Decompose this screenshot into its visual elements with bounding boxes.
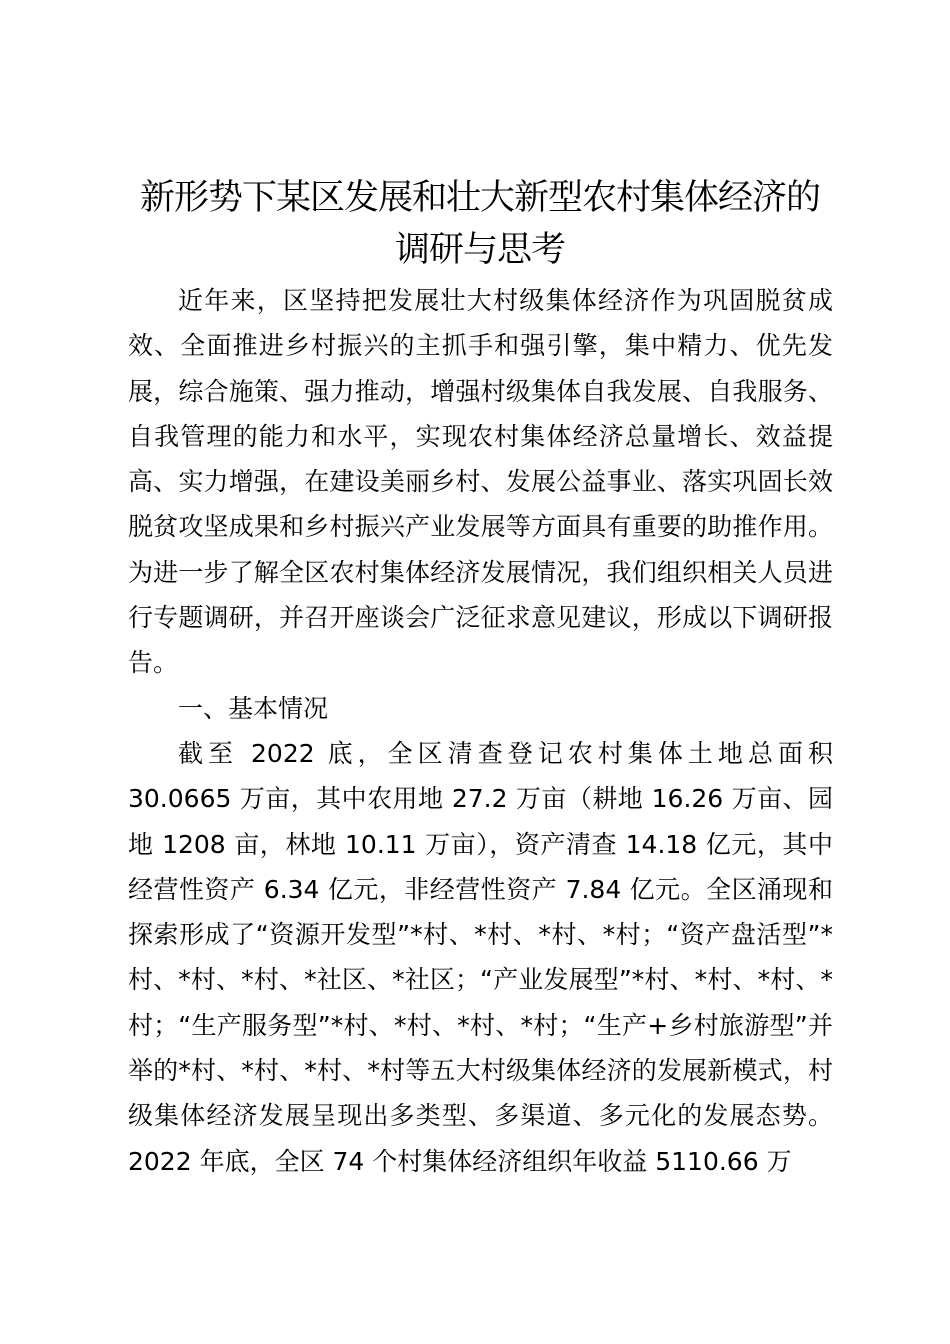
intro-paragraph: 近年来，区坚持把发展壮大村级集体经济作为巩固脱贫成效、全面推进乡村振兴的主抓手和强引擎，集中精力、优先发展，综合施策、强力推动，增强村级集体自我发展、自我服务、自我管理的能力和水平，实现农村集体经济总量增长、效益提高、实力增强，在建设美丽乡村、发展公益事业、落实巩固长效脱贫攻坚成果和乡村振兴产业发展等方面具有重要的助推作用。为进一步了解全区农村集体经济发展情况，我们组织相关人员进行专题调研，并召开座谈会广泛征求意见建议，形成以下调研报告。 [128,286,833,678]
section-heading-basic-situation: 一、基本情况 [178,693,329,723]
document-title-line-1: 新形势下某区发展和壮大新型农村集体经济的 [139,178,820,218]
basic-situation-paragraph: 截至 2022 底，全区清查登记农村集体土地总面积 30.0665 万亩，其中农用地 27.2 万亩（耕地 16.26 万亩、园地 1208 亩，林地 10.11 万亩），资产清查 14.18 亿元，其中经营性资产 6.34 亿元，非经营性资产 7.84 亿元。全区涌现和探索形成了“资源开发型”*村、*村、*村、*村；“资产盘活型”*村、*村、*村、*社区、*社区；“产业发展型”*村、*村、*村、*村；“生产服务型”*村、*村、*村、*村；“生产+乡村旅游型”并举的*村、*村、*村、*村等五大村级集体经济的发展新模式，村级集体经济发展呈现出多类型、多渠道、多元化的发展态势。2022 年底，全区 74 个村集体经济组织年收益 5110.66 万 [128,738,833,1176]
document-title-line-2: 调研与思考 [394,230,565,270]
document-body [128,278,833,1184]
